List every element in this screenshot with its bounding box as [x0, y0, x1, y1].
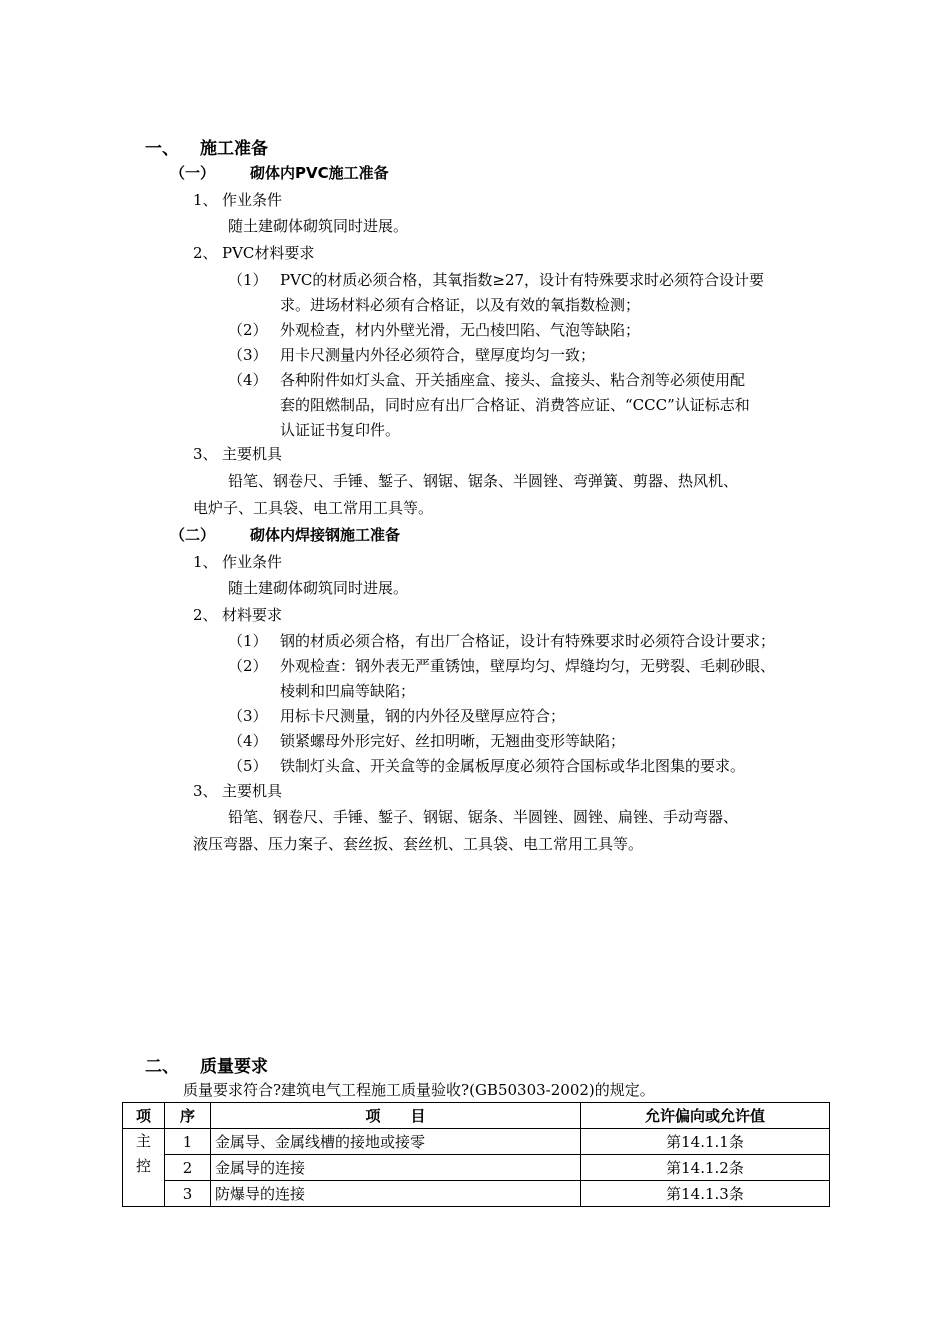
section-2-number: 二、 [145, 1057, 179, 1077]
p2-item1-number: 1、 [193, 553, 218, 571]
p1-item3-title: 主要机具 [222, 445, 283, 463]
table-row [123, 1181, 830, 1207]
p1-sub1-number: （1） [228, 271, 268, 289]
p2-item2-title: 材料要求 [222, 606, 283, 624]
p1-item3-line2: 电炉子、工具袋、电工常用工具等。 [193, 499, 434, 517]
row-value: 第14.1.3条 [581, 1181, 830, 1207]
section-2-intro: 质量要求符合?建筑电气工程施工质量验收?(GB50303-2002)的规定。 [183, 1081, 655, 1099]
row-item: 金属导的连接 [211, 1155, 581, 1181]
quality-table [122, 1102, 830, 1207]
part-2-number: （二） [170, 526, 216, 544]
p2-item3-title: 主要机具 [222, 782, 283, 800]
section-2-title: 质量要求 [200, 1057, 268, 1077]
p1-item1-title: 作业条件 [222, 191, 283, 209]
p1-sub2-line1: 外观检查，材内外壁光滑，无凸棱凹陷、气泡等缺陷； [280, 321, 641, 339]
p1-item1-number: 1、 [193, 191, 218, 209]
table-row [123, 1129, 830, 1155]
p2-item3-line2: 液压弯器、压力案子、套丝扳、套丝机、工具袋、电工常用工具等。 [193, 835, 644, 853]
p2-sub3-number: （3） [228, 707, 268, 725]
p1-sub2-number: （2） [228, 321, 268, 339]
table-header-row [123, 1103, 830, 1129]
p1-item2-number: 2、 [193, 244, 218, 262]
p2-sub2-number: （2） [228, 657, 268, 675]
p2-item3-number: 3、 [193, 782, 218, 800]
p2-sub2-line1: 外观检查：钢外表无严重锈蚀，壁厚均匀、焊缝均匀，无劈裂、毛刺砂眼、 [280, 657, 776, 675]
p2-sub1-line1: 钢的材质必须合格，有出厂合格证，设计有特殊要求时必须符合设计要求； [280, 632, 776, 650]
part-1-number: （一） [170, 164, 216, 182]
section-1-title: 施工准备 [200, 139, 268, 159]
p1-sub1-line2: 求。进场材料必须有合格证，以及有效的氧指数检测； [280, 296, 641, 314]
p1-sub4-line1: 各种附件如灯头盒、开关插座盒、接头、盒接头、粘合剂等必须使用配 [280, 371, 746, 389]
header-category: 项 [123, 1103, 165, 1129]
p1-sub1-line1: PVC的材质必须合格，其氧指数≥27，设计有特殊要求时必须符合设计要 [280, 271, 765, 289]
p1-sub4-line3: 认证证书复印件。 [280, 421, 401, 439]
group-label-text: 主 控 [135, 1132, 151, 1175]
p2-sub4-line1: 锁紧螺母外形完好、丝扣明晰，无翘曲变形等缺陷； [280, 732, 626, 750]
p1-sub3-number: （3） [228, 346, 268, 364]
p2-item1-text: 随土建砌体砌筑同时进展。 [228, 579, 409, 597]
part-1-title: 砌体内PVC施工准备 [250, 164, 389, 182]
header-item: 项 目 [211, 1103, 581, 1129]
section-1-number: 一、 [145, 139, 179, 159]
p1-item1-text: 随土建砌体砌筑同时进展。 [228, 217, 409, 235]
p2-sub1-number: （1） [228, 632, 268, 650]
row-item: 防爆导的连接 [211, 1181, 581, 1207]
p2-item1-title: 作业条件 [222, 553, 283, 571]
row-seq: 1 [165, 1129, 211, 1155]
row-value: 第14.1.2条 [581, 1155, 830, 1181]
p1-sub4-number: （4） [228, 371, 268, 389]
row-seq: 2 [165, 1155, 211, 1181]
part-2-title: 砌体内焊接钢施工准备 [250, 526, 401, 544]
p1-item2-title: PVC材料要求 [222, 244, 315, 262]
p2-sub2-line2: 棱刺和凹扁等缺陷； [280, 682, 416, 700]
row-seq: 3 [165, 1181, 211, 1207]
p2-sub5-number: （5） [228, 757, 268, 775]
group-label [123, 1129, 165, 1207]
p2-sub4-number: （4） [228, 732, 268, 750]
table-row [123, 1155, 830, 1181]
p1-item3-number: 3、 [193, 445, 218, 463]
p2-sub3-line1: 用标卡尺测量，钢的内外径及壁厚应符合； [280, 707, 566, 725]
p2-sub5-line1: 铁制灯头盒、开关盒等的金属板厚度必须符合国标或华北图集的要求。 [280, 757, 746, 775]
p1-sub4-line2: 套的阻燃制品，同时应有出厂合格证、消费答应证、“CCC”认证标志和 [280, 396, 750, 414]
header-seq: 序 [165, 1103, 211, 1129]
row-value: 第14.1.1条 [581, 1129, 830, 1155]
header-value: 允许偏向或允许值 [581, 1103, 830, 1129]
p1-sub3-line1: 用卡尺测量内外径必须符合，壁厚度均匀一致； [280, 346, 596, 364]
p2-item2-number: 2、 [193, 606, 218, 624]
p2-item3-line1: 铅笔、钢卷尺、手锤、錾子、钢锯、锯条、半圆锉、圆锉、扁锉、手动弯器、 [228, 808, 739, 826]
row-item: 金属导、金属线槽的接地或接零 [211, 1129, 581, 1155]
p1-item3-line1: 铅笔、钢卷尺、手锤、錾子、钢锯、锯条、半圆锉、弯弹簧、剪器、热风机、 [228, 472, 739, 490]
